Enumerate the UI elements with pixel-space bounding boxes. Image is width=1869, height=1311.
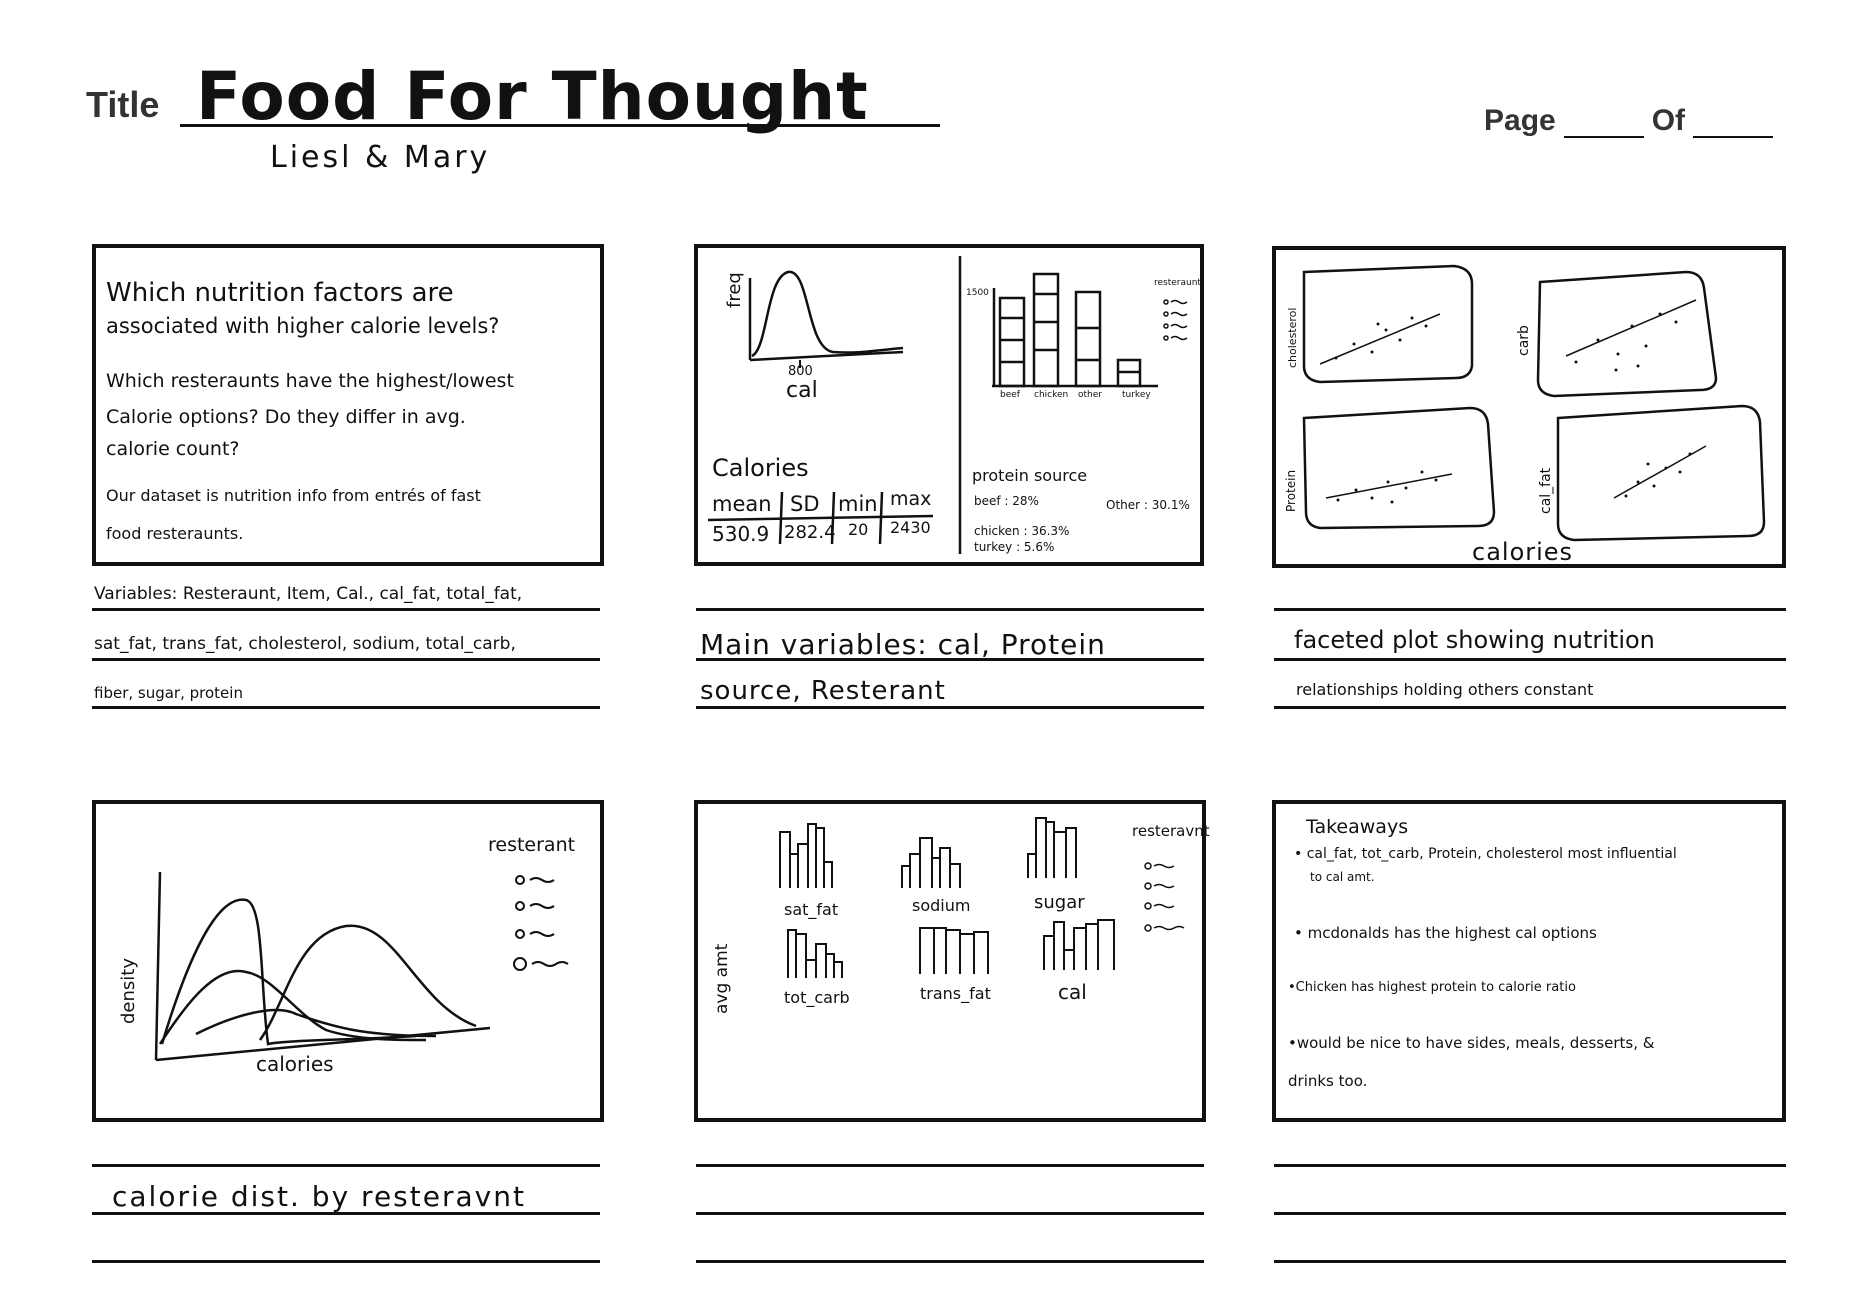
panel-calorie-density [92,800,604,1122]
facet-bar-label: trans_fat [920,984,991,1003]
panel2-caption-line-1: Main variables: cal, Protein [700,628,1106,661]
caption-rule [1274,706,1786,709]
density-curve-1 [162,900,416,1044]
panel4-caption: calorie dist. by resteravnt [112,1180,526,1213]
caption-rule [696,608,1204,611]
histogram-y-label: freq [724,272,745,308]
caption-rule [1274,1212,1786,1215]
facet-bar-label: tot_carb [784,988,850,1007]
stats-table-divider [880,492,882,544]
faceted-x-label: calories [1472,538,1574,566]
stats-title: Calories [712,454,809,482]
bar-y-tick-label: 1500 [966,288,989,298]
protein-turkey: turkey : 5.6% [974,540,1055,554]
takeaway-1-line-1: • cal_fat, tot_carb, Protein, cholesterol most influential [1294,846,1677,862]
caption-rule [1274,1260,1786,1263]
question-2-line-3: calorie count? [106,438,240,460]
panel3-caption-line-2: relationships holding others constant [1296,680,1594,699]
facet-label: Protein [1284,469,1298,512]
caption-rule [1274,1164,1786,1167]
density-x-label: calories [256,1052,334,1076]
trend-lines [1320,300,1706,498]
bar-category-label: beef [1000,390,1020,400]
caption-rule [696,1164,1204,1167]
panel-takeaways [1272,800,1786,1122]
histogram-x-label: cal [786,378,818,403]
page-label: Page [1484,104,1556,137]
facet-carb [1538,272,1716,396]
panel1-caption-line-1: Variables: Resteraunt, Item, Cal., cal_fat, total_fat, [94,584,523,604]
panel3-caption-line-1: faceted plot showing nutrition [1294,626,1655,654]
takeaway-4-line-2: drinks too. [1288,1072,1368,1090]
stats-header: max [890,488,932,510]
panel-questions [92,244,604,566]
facet-label: cal_fat [1538,467,1554,514]
density-legend-marks [514,876,568,970]
density-y-axis [156,872,160,1060]
facet-cal-fat [1558,406,1764,540]
bars-cal [1044,920,1114,970]
facet-cholesterol [1304,266,1472,382]
caption-rule [1274,658,1786,661]
faceted-bars-sketch [698,804,1210,1126]
caption-rule [1274,608,1786,611]
histogram-curve [752,272,903,356]
dataset-description-line-1: Our dataset is nutrition info from entrés of fast [106,486,481,505]
facet-bar-label: sodium [912,896,971,915]
bars-sat-fat [780,824,832,888]
takeaway-3: •Chicken has highest protein to calorie ratio [1288,980,1576,995]
bar-chicken [1034,274,1058,386]
question-2-line-1: Which resteraunts have the highest/lowest [106,370,514,392]
facet-bar-label: sat_fat [784,900,839,919]
panel-faceted-bars [694,800,1210,1122]
bar-legend-title: resteraunt [1154,278,1201,288]
caption-rule [92,1164,600,1167]
histogram-x-axis [750,352,903,360]
facet-bar-label: cal [1058,980,1087,1004]
bar-category-label: turkey [1122,390,1151,400]
caption-rule [92,608,600,611]
panel-faceted-scatter [1272,246,1786,568]
of-label: Of [1651,104,1686,137]
bar-legend-marks [1164,300,1187,340]
facet-bar-legend-marks [1145,863,1184,931]
caption-rule [696,706,1204,709]
facet-label: cholesterol [1286,307,1299,368]
page-number-blank[interactable] [1564,108,1644,138]
bars-sugar [1028,818,1076,878]
protein-source-title: protein source [972,466,1088,485]
caption-rule [92,658,600,661]
bar-beef [1000,298,1024,386]
panel-summary-stats [694,244,1204,566]
histogram-tick-label: 800 [788,364,813,379]
facet-protein [1304,408,1494,528]
facet-bar-legend-title: resteravnt [1132,822,1210,840]
bars-sodium [902,838,960,888]
stats-value: 2430 [890,518,931,537]
panel2-caption-line-2: source, Resterant [700,676,946,706]
stats-header: min [838,492,878,516]
takeaways-title: Takeaways [1306,816,1409,838]
stats-value: 20 [848,520,869,539]
question-1-line-1: Which nutrition factors are [106,278,454,308]
stats-value: 530.9 [712,522,770,546]
bars-tot-carb [788,930,842,978]
protein-beef: beef : 28% [974,494,1039,508]
panel1-caption-line-2: sat_fat, trans_fat, cholesterol, sodium, total_carb, [94,634,516,654]
caption-rule [696,1260,1204,1263]
bar-other [1076,292,1100,386]
facet-bar-y-label: avg amt [712,943,732,1014]
takeaway-2: • mcdonalds has the highest cal options [1294,924,1597,942]
caption-rule [92,1260,600,1263]
stats-table-divider [780,492,782,544]
title-label: Title [86,84,160,125]
density-curves [160,900,476,1044]
protein-other: Other : 30.1% [1106,498,1190,512]
density-curve-4 [260,926,476,1040]
question-1-line-2: associated with higher calorie levels? [106,314,500,338]
protein-chicken: chicken : 36.3% [974,524,1070,538]
question-2-line-2: Calorie options? Do they differ in avg. [106,406,466,428]
panel1-caption-line-3: fiber, sugar, protein [94,684,243,702]
page-title: Food For Thought [196,58,869,135]
density-y-label: density [118,958,139,1024]
bar-category-label: other [1078,390,1102,400]
bar-marks [1000,274,1140,386]
scatter-points [1335,313,1692,504]
density-legend-title: resterant [488,834,576,856]
summary-sketch [698,248,1208,570]
bar-category-label: chicken [1034,390,1069,400]
page-total-blank[interactable] [1693,108,1773,138]
caption-rule [696,1212,1204,1215]
facet-bar-label: sugar [1034,892,1085,913]
faceted-scatter-sketch [1276,250,1790,572]
takeaway-1-line-2: to cal amt. [1310,870,1375,884]
stats-header: mean [712,492,772,516]
takeaway-4-line-1: •would be nice to have sides, meals, desserts, & [1288,1034,1655,1052]
authors: Liesl & Mary [270,140,491,175]
facet-label: carb [1516,325,1532,356]
page-counter [1484,104,1781,138]
bars-trans-fat [920,928,988,974]
caption-rule [92,706,600,709]
stats-header: SD [790,492,820,516]
dataset-description-line-2: food resteraunts. [106,524,244,543]
stats-value: 282.4 [784,522,836,543]
